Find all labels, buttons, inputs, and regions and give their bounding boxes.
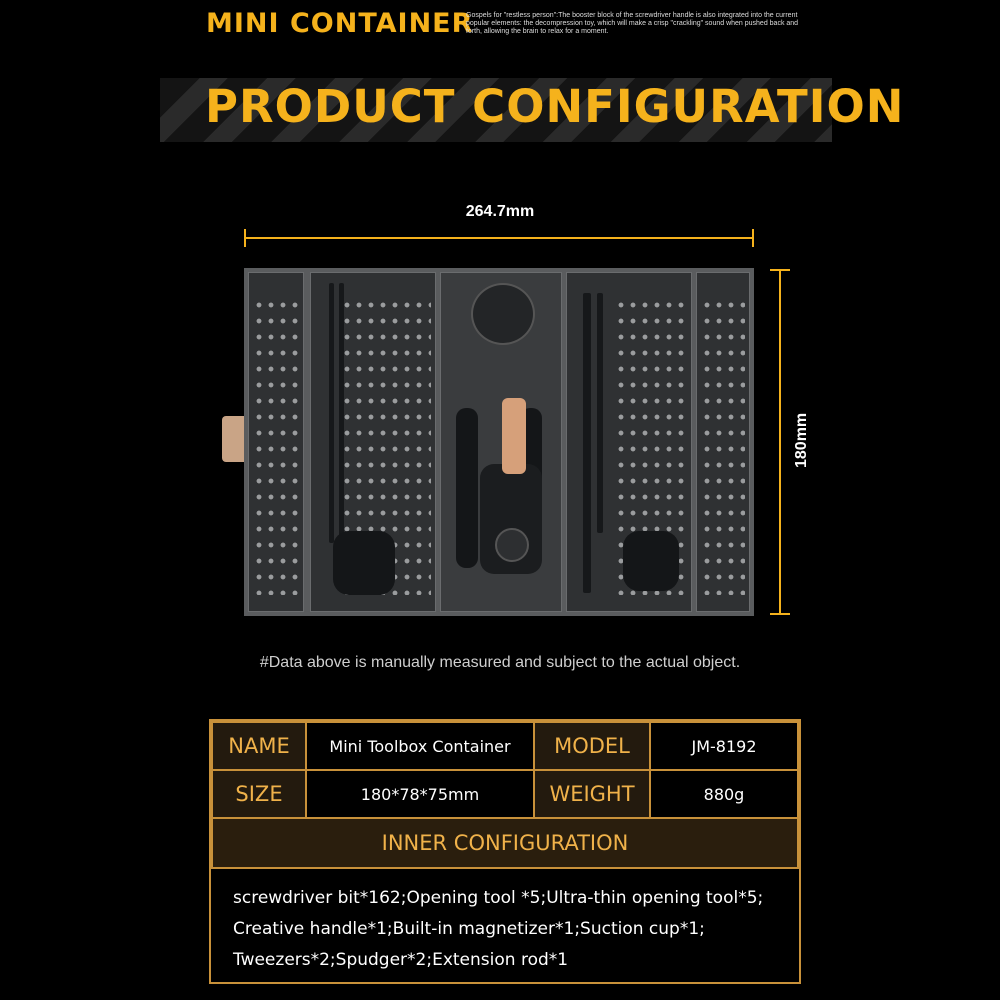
inner-line: screwdriver bit*162;Opening tool *5;Ultra-thin opening tool*5; (233, 888, 764, 908)
suction-cup (471, 283, 535, 345)
measurement-note: #Data above is manually measured and subject to the actual object. (259, 654, 741, 671)
weight-value: 880g (649, 769, 799, 819)
tweezer (339, 283, 344, 543)
opening-tool (623, 531, 679, 591)
weight-label: WEIGHT (533, 769, 651, 819)
width-cap-left (244, 229, 246, 247)
name-value: Mini Toolbox Container (305, 721, 535, 771)
panel-left-outer (248, 272, 304, 612)
height-line (779, 269, 781, 614)
header-title: MINI CONTAINER (206, 8, 474, 39)
spec-table (209, 719, 801, 984)
side-handle (456, 408, 478, 568)
opening-tool (333, 531, 395, 595)
size-value: 180*78*75mm (305, 769, 535, 819)
model-label: MODEL (533, 721, 651, 771)
inner-configuration-list (233, 883, 793, 976)
name-label: NAME (211, 721, 307, 771)
creative-handle (502, 398, 526, 474)
height-label: 180mm (793, 412, 810, 468)
bit-grid (701, 297, 745, 595)
extension-rod (583, 293, 591, 593)
width-label: 264.7mm (465, 203, 535, 220)
spudger (597, 293, 603, 533)
model-value: JM-8192 (649, 721, 799, 771)
height-cap-bottom (770, 613, 790, 615)
bit-grid (253, 297, 299, 595)
panel-left-inner (310, 272, 436, 612)
header-description: Gospels for "restless person":The booster block of the screwdriver handle is also integrated into the current popular elements: the decompression toy, which will make a crisp "crackling" sound when pushed back and forth, allowing the brain to relax for a moment. (466, 12, 799, 35)
panel-right-outer (696, 272, 750, 612)
inner-configuration-label: INNER CONFIGURATION (211, 817, 799, 869)
inner-line: Creative handle*1;Built-in magnetizer*1;Suction cup*1; (233, 919, 705, 939)
width-line (245, 237, 753, 239)
panel-right-inner (566, 272, 692, 612)
size-label: SIZE (211, 769, 307, 819)
tweezer (329, 283, 334, 543)
inner-line: Tweezers*2;Spudger*2;Extension rod*1 (233, 950, 569, 970)
magnetizer (495, 528, 529, 562)
product-image (244, 268, 754, 616)
height-cap-top (770, 269, 790, 271)
width-cap-right (752, 229, 754, 247)
banner-title: PRODUCT CONFIGURATION (205, 80, 905, 133)
